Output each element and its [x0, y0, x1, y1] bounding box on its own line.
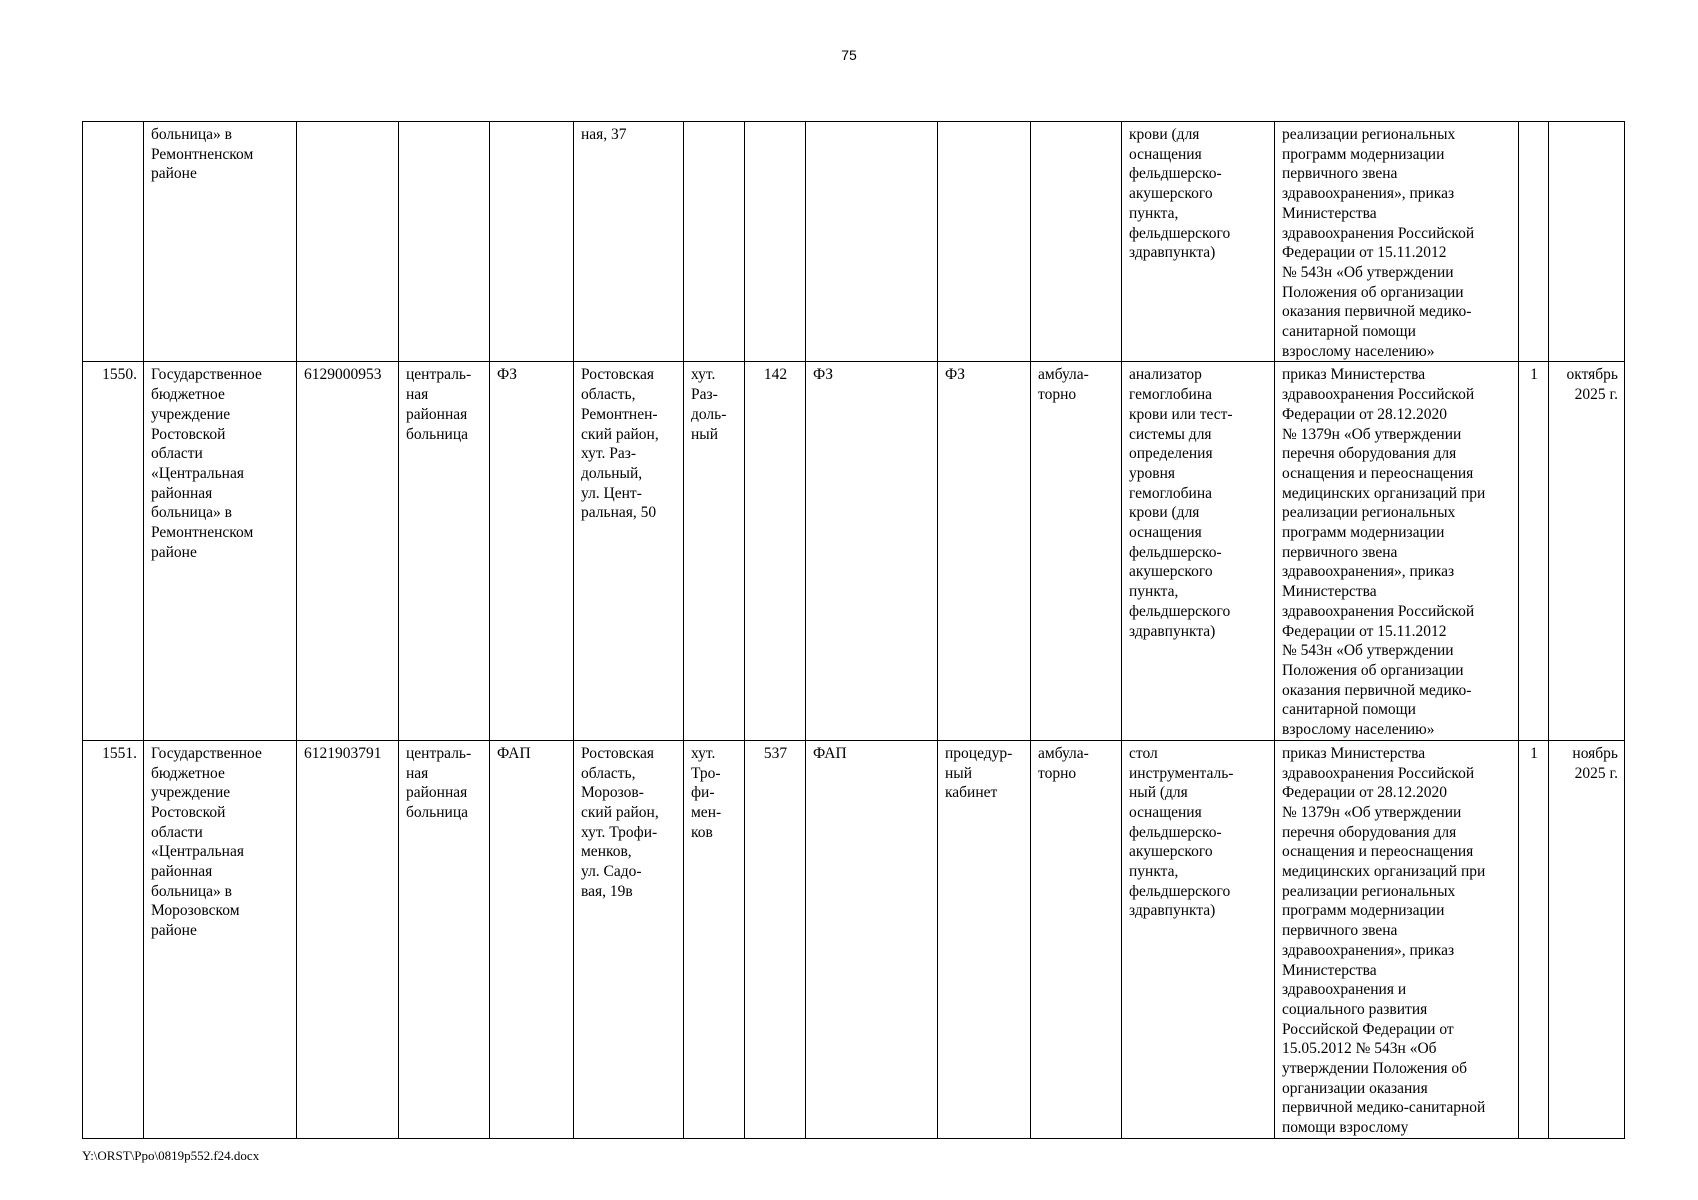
footer-file-path: Y:\ORST\Ppo\0819p552.f24.docx: [82, 1148, 260, 1163]
basis-cell: реализации региональных программ модернизации первичного звена здравоохранения», приказ Министерства здравоохранения Российской Федерации от 15.11.2012 № 543н «Об утверждении Положения об организации оказания первичной медико- санитарной помощи взрослому населению»: [1275, 122, 1519, 362]
equipment-cell: крови (для оснащения фельдшерско- акушерского пункта, фельдшерского здравпункта): [1122, 122, 1275, 362]
settlement-cell: хут. Тро- фи- мен- ков: [684, 740, 745, 1138]
date-cell: ноябрь 2025 г.: [1549, 740, 1625, 1138]
care-cell: амбула- торно: [1031, 362, 1122, 740]
room-cell: ФЗ: [938, 362, 1031, 740]
date-cell: [1549, 122, 1625, 362]
row-number-cell: 1550.: [83, 362, 144, 740]
unit-cell: ФЗ: [806, 362, 938, 740]
population-cell: [745, 122, 806, 362]
table-row: [83, 122, 1625, 362]
equipment-cell: стол инструменталь- ный (для оснащения фельдшерско- акушерского пункта, фельдшерского здравпункта): [1122, 740, 1275, 1138]
quantity-cell: 1: [1519, 740, 1549, 1138]
unit-cell: ФАП: [806, 740, 938, 1138]
organization-cell: Государственное бюджетное учреждение Ростовской области «Центральная районная больница» в Ремонтненском районе: [144, 362, 297, 740]
basis-cell: приказ Министерства здравоохранения Российской Федерации от 28.12.2020 № 1379н «Об утверждении перечня оборудования для оснащения и переоснащения медицинских организаций при реализации региональных программ модернизации первичного звена здравоохранения», приказ Министерства здравоохранения Российской Федерации от 15.11.2012 № 543н «Об утверждении Положения об организации оказания первичной медико- санитарной помощи взрослому населению»: [1275, 362, 1519, 740]
date-cell: октябрь 2025 г.: [1549, 362, 1625, 740]
quantity-cell: [1519, 122, 1549, 362]
org-type-cell: [399, 122, 490, 362]
unit-cell: [806, 122, 938, 362]
population-cell: 537: [745, 740, 806, 1138]
structure-cell: [490, 122, 574, 362]
equipment-table: [82, 121, 1625, 1139]
equipment-cell: анализатор гемоглобина крови или тест- системы для определения уровня гемоглобина крови (для оснащения фельдшерско- акушерского пункта, фельдшерского здравпункта): [1122, 362, 1275, 740]
organization-cell: Государственное бюджетное учреждение Ростовской области «Центральная районная больница» в Морозовском районе: [144, 740, 297, 1138]
care-cell: [1031, 122, 1122, 362]
basis-cell: приказ Министерства здравоохранения Российской Федерации от 28.12.2020 № 1379н «Об утверждении перечня оборудования для оснащения и переоснащения медицинских организаций при реализации региональных программ модернизации первичного звена здравоохранения», приказ Министерства здравоохранения и социального развития Российской Федерации от 15.05.2012 № 543н «Об утверждении Положения об организации оказания первичной медико-санитарной помощи взрослому: [1275, 740, 1519, 1138]
organization-cell: больница» в Ремонтненском районе: [144, 122, 297, 362]
row-number-cell: 1551.: [83, 740, 144, 1138]
settlement-cell: хут. Раз- доль- ный: [684, 362, 745, 740]
org-type-cell: централь- ная районная больница: [399, 740, 490, 1138]
care-cell: амбула- торно: [1031, 740, 1122, 1138]
room-cell: [938, 122, 1031, 362]
table-row: [83, 740, 1625, 1138]
inn-cell: 6129000953: [297, 362, 399, 740]
settlement-cell: [684, 122, 745, 362]
page-number: 75: [841, 47, 857, 63]
table-row: [83, 362, 1625, 740]
inn-cell: 6121903791: [297, 740, 399, 1138]
population-cell: 142: [745, 362, 806, 740]
address-cell: Ростовская область, Ремонтнен- ский район, хут. Раз- дольный, ул. Цент- ральная, 50: [574, 362, 684, 740]
org-type-cell: централь- ная районная больница: [399, 362, 490, 740]
row-number-cell: [83, 122, 144, 362]
inn-cell: [297, 122, 399, 362]
address-cell: Ростовская область, Морозов- ский район, хут. Трофи- менков, ул. Садо- вая, 19в: [574, 740, 684, 1138]
structure-cell: ФЗ: [490, 362, 574, 740]
address-cell: ная, 37: [574, 122, 684, 362]
quantity-cell: 1: [1519, 362, 1549, 740]
structure-cell: ФАП: [490, 740, 574, 1138]
room-cell: процедур- ный кабинет: [938, 740, 1031, 1138]
